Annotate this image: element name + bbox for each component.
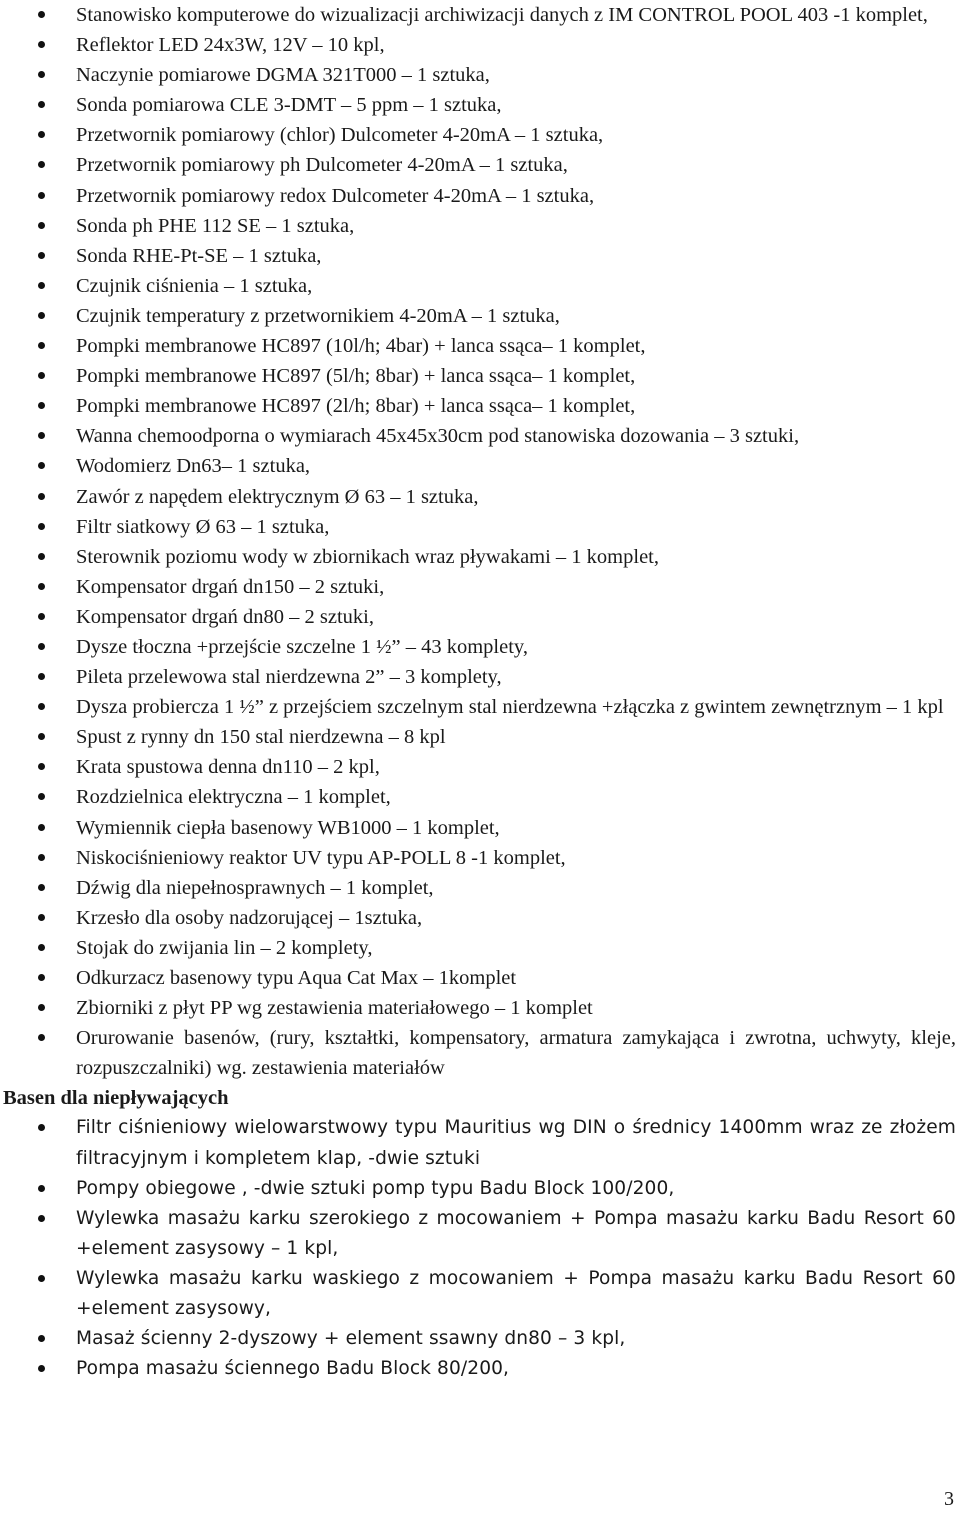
- list-item: Wodomierz Dn63– 1 sztuka,: [0, 451, 960, 481]
- list-item: Wylewka masażu karku waskiego z mocowaniem + Pompa masażu karku Badu Resort 60 +element zasysowy,: [0, 1264, 960, 1324]
- list-item: Rozdzielnica elektryczna – 1 komplet,: [0, 782, 960, 812]
- list-item: Krata spustowa denna dn110 – 2 kpl,: [0, 752, 960, 782]
- list-item: Przetwornik pomiarowy ph Dulcometer 4-20mA – 1 sztuka,: [0, 150, 960, 180]
- list-item: Pompy obiegowe , -dwie sztuki pomp typu Badu Block 100/200,: [0, 1174, 960, 1204]
- list-item: Stojak do zwijania lin – 2 komplety,: [0, 933, 960, 963]
- list-item: Wylewka masażu karku szerokiego z mocowaniem + Pompa masażu karku Badu Resort 60 +element zasysowy – 1 kpl,: [0, 1204, 960, 1264]
- list-item: Spust z rynny dn 150 stal nierdzewna – 8 kpl: [0, 722, 960, 752]
- list-item: Pompki membranowe HC897 (2l/h; 8bar) + lanca ssąca– 1 komplet,: [0, 391, 960, 421]
- list-item: Pompki membranowe HC897 (10l/h; 4bar) + lanca ssąca– 1 komplet,: [0, 331, 960, 361]
- list-item: Niskociśnieniowy reaktor UV typu AP-POLL 8 -1 komplet,: [0, 843, 960, 873]
- list-item: Wanna chemoodporna o wymiarach 45x45x30cm pod stanowiska dozowania – 3 sztuki,: [0, 421, 960, 451]
- list-item: Sterownik poziomu wody w zbiornikach wraz pływakami – 1 komplet,: [0, 542, 960, 572]
- list-item: Pompki membranowe HC897 (5l/h; 8bar) + lanca ssąca– 1 komplet,: [0, 361, 960, 391]
- list-item: Pileta przelewowa stal nierdzewna 2” – 3 komplety,: [0, 662, 960, 692]
- equipment-list-non-swimmers: [0, 1113, 960, 1384]
- list-item: Wymiennik ciepła basenowy WB1000 – 1 komplet,: [0, 813, 960, 843]
- list-item: Reflektor LED 24x3W, 12V – 10 kpl,: [0, 30, 960, 60]
- list-item: Przetwornik pomiarowy redox Dulcometer 4-20mA – 1 sztuka,: [0, 181, 960, 211]
- list-item: Zawór z napędem elektrycznym Ø 63 – 1 sztuka,: [0, 482, 960, 512]
- list-item: Dysza probiercza 1 ½” z przejściem szczelnym stal nierdzewna +złączka z gwintem zewnętrznym – 1 kpl: [0, 692, 960, 722]
- list-item: Przetwornik pomiarowy (chlor) Dulcometer 4-20mA – 1 sztuka,: [0, 120, 960, 150]
- list-item: Odkurzacz basenowy typu Aqua Cat Max – 1komplet: [0, 963, 960, 993]
- list-item: Sonda RHE-Pt-SE – 1 sztuka,: [0, 241, 960, 271]
- list-item: Czujnik temperatury z przetwornikiem 4-20mA – 1 sztuka,: [0, 301, 960, 331]
- list-item: Czujnik ciśnienia – 1 sztuka,: [0, 271, 960, 301]
- list-item: Krzesło dla osoby nadzorującej – 1sztuka,: [0, 903, 960, 933]
- section-heading: Basen dla niepływających: [3, 1087, 229, 1110]
- list-item: Kompensator drgań dn150 – 2 sztuki,: [0, 572, 960, 602]
- list-item: Kompensator drgań dn80 – 2 sztuki,: [0, 602, 960, 632]
- list-item: Orurowanie basenów, (rury, kształtki, kompensatory, armatura zamykająca i zwrotna, uchwyty, kleje, rozpuszczalniki) wg. zestawienia materiałów: [0, 1023, 960, 1083]
- list-item: Zbiorniki z płyt PP wg zestawienia materiałowego – 1 komplet: [0, 993, 960, 1023]
- list-item: Filtr siatkowy Ø 63 – 1 sztuka,: [0, 512, 960, 542]
- list-item: Masaż ścienny 2-dyszowy + element ssawny dn80 – 3 kpl,: [0, 1324, 960, 1354]
- list-item: Stanowisko komputerowe do wizualizacji archiwizacji danych z IM CONTROL POOL 403 -1 komplet,: [0, 0, 960, 30]
- list-item: Pompa masażu ściennego Badu Block 80/200,: [0, 1354, 960, 1384]
- list-item: Sonda pomiarowa CLE 3-DMT – 5 ppm – 1 sztuka,: [0, 90, 960, 120]
- page-number: 3: [944, 1488, 954, 1510]
- list-item: Dysze tłoczna +przejście szczelne 1 ½” – 43 komplety,: [0, 632, 960, 662]
- list-item: Filtr ciśnieniowy wielowarstwowy typu Mauritius wg DIN o średnicy 1400mm wraz ze złożem filtracyjnym i kompletem klap, -dwie sztuki: [0, 1113, 960, 1173]
- list-item: Naczynie pomiarowe DGMA 321T000 – 1 sztuka,: [0, 60, 960, 90]
- list-item: Sonda ph PHE 112 SE – 1 sztuka,: [0, 211, 960, 241]
- list-item: Dźwig dla niepełnosprawnych – 1 komplet,: [0, 873, 960, 903]
